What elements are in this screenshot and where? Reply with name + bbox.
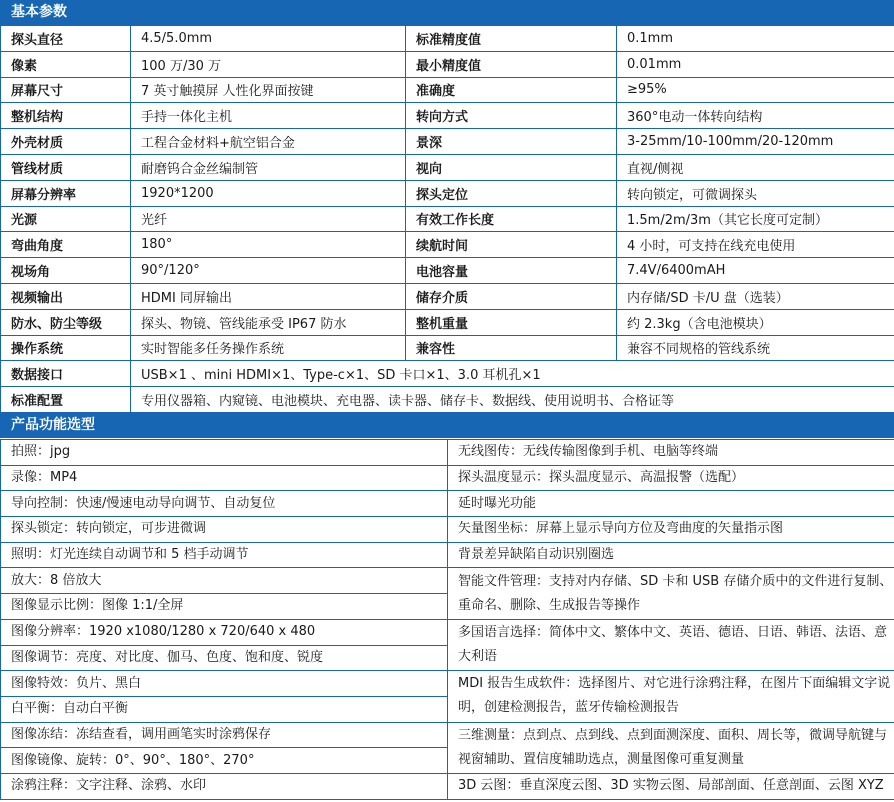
spec-key: 屏幕分辨率 [1, 180, 131, 206]
spec-key: 屏幕尺寸 [1, 77, 131, 103]
spec-key: 整机结构 [1, 103, 131, 129]
spec-key: 兼容性 [406, 335, 617, 361]
spec-row [1, 103, 894, 129]
spec-row [1, 26, 894, 52]
spec-value: 7 英寸触摸屏 人性化界面按键 [131, 77, 406, 103]
feature-left: 放大：8 倍放大 [1, 568, 448, 594]
spec-value: 90°/120° [131, 258, 406, 284]
spec-row [1, 335, 894, 361]
feature-left: 录像：MP4 [1, 465, 448, 491]
spec-key: 防水、防尘等级 [1, 309, 131, 335]
spec-value: 兼容不同规格的管线系统 [617, 335, 894, 361]
spec-value: 直视/侧视 [617, 154, 894, 180]
feature-row [1, 491, 894, 517]
feature-row [1, 542, 894, 568]
feature-left: 导向控制：快速/慢速电动导向调节、自动复位 [1, 491, 448, 517]
feature-row [1, 440, 894, 466]
feature-left: 图像镜像、旋转：0°、90°、180°、270° [1, 748, 448, 774]
spec-value: 0.01mm [617, 51, 894, 77]
spec-value: 4 小时，可支持在线充电使用 [617, 232, 894, 258]
spec-value: 0.1mm [617, 26, 894, 52]
spec-row [1, 309, 894, 335]
spec-key: 光源 [1, 206, 131, 232]
feature-table [0, 439, 894, 800]
spec-key: 准确度 [406, 77, 617, 103]
spec-value: 180° [131, 232, 406, 258]
feature-left: 图像调节：亮度、对比度、伽马、色度、饱和度、锐度 [1, 645, 448, 671]
spec-row [1, 258, 894, 284]
spec-row [1, 51, 894, 77]
spec-key: 视向 [406, 154, 617, 180]
spec-row [1, 206, 894, 232]
spec-value: 探头、物镜、管线能承受 IP67 防水 [131, 309, 406, 335]
spec-key: 景深 [406, 129, 617, 155]
spec-value: 耐磨钨合金丝编制管 [131, 154, 406, 180]
spec-value: 工程合金材料+航空铝合金 [131, 129, 406, 155]
feature-right: MDI 报告生成软件：选择图片、对它进行涂鸦注释，在图片下面编辑文字说明，创建检测报告，蓝牙传输检测报告 [448, 671, 894, 722]
spec-row [1, 129, 894, 155]
spec-value: 专用仪器箱、内窥镜、电池模块、充电器、读卡器、储存卡、数据线、使用说明书、合格证等 [131, 387, 894, 413]
feature-right: 无线图传：无线传输图像到手机、电脑等终端 [448, 440, 894, 466]
spec-key: 弯曲角度 [1, 232, 131, 258]
feature-row [1, 619, 894, 645]
spec-key: 续航时间 [406, 232, 617, 258]
spec-row [1, 77, 894, 103]
spec-row-wide [1, 387, 894, 413]
spec-value: ≥95% [617, 77, 894, 103]
feature-right: 三维测量：点到点、点到线、点到面测深度、面积、周长等，微调导航键与视窗辅助、置信度辅助选点，测量图像可重复测量 [448, 722, 894, 773]
spec-key: 标准精度值 [406, 26, 617, 52]
feature-row [1, 773, 894, 799]
feature-left: 图像分辨率：1920 x1080/1280 x 720/640 x 480 [1, 619, 448, 645]
spec-table [0, 25, 894, 413]
spec-row [1, 283, 894, 309]
spec-value: 光纤 [131, 206, 406, 232]
spec-key: 探头直径 [1, 26, 131, 52]
spec-value: 4.5/5.0mm [131, 26, 406, 52]
spec-row [1, 232, 894, 258]
spec-value: 360°电动一体转向结构 [617, 103, 894, 129]
section-header-basic-params: 基本参数 [0, 0, 894, 25]
spec-key: 最小精度值 [406, 51, 617, 77]
feature-left: 白平衡：自动白平衡 [1, 696, 448, 722]
spec-value: 转向锁定，可微调探头 [617, 180, 894, 206]
spec-key: 探头定位 [406, 180, 617, 206]
spec-value: USB×1 、mini HDMI×1、Type-c×1、SD 卡口×1、3.0 耳机孔×1 [131, 361, 894, 387]
feature-left: 拍照：jpg [1, 440, 448, 466]
spec-value: HDMI 同屏输出 [131, 283, 406, 309]
feature-left: 照明：灯光连续自动调节和 5 档手动调节 [1, 542, 448, 568]
spec-key: 外壳材质 [1, 129, 131, 155]
spec-key: 有效工作长度 [406, 206, 617, 232]
feature-left: 涂鸦注释：文字注释、涂鸦、水印 [1, 773, 448, 799]
feature-right: 矢量图坐标：屏幕上显示导向方位及弯曲度的矢量指示图 [448, 517, 894, 543]
spec-key: 视场角 [1, 258, 131, 284]
spec-key: 像素 [1, 51, 131, 77]
spec-value: 100 万/30 万 [131, 51, 406, 77]
spec-key: 数据接口 [1, 361, 131, 387]
spec-key: 转向方式 [406, 103, 617, 129]
spec-value: 手持一体化主机 [131, 103, 406, 129]
spec-row-wide [1, 361, 894, 387]
spec-key: 电池容量 [406, 258, 617, 284]
spec-key: 储存介质 [406, 283, 617, 309]
feature-row [1, 465, 894, 491]
spec-key: 整机重量 [406, 309, 617, 335]
feature-right: 3D 云图：垂直深度云图、3D 实物云图、局部剖面、任意剖面、云图 XYZ [448, 773, 894, 799]
spec-value: 约 2.3kg（含电池模块） [617, 309, 894, 335]
feature-left: 探头锁定：转向锁定，可步进微调 [1, 517, 448, 543]
feature-row [1, 568, 894, 594]
feature-right: 背景差异缺陷自动识别圈选 [448, 542, 894, 568]
spec-value: 实时智能多任务操作系统 [131, 335, 406, 361]
feature-row [1, 671, 894, 697]
feature-left: 图像冻结：冻结查看，调用画笔实时涂鸦保存 [1, 722, 448, 748]
feature-left: 图像特效：负片、黑白 [1, 671, 448, 697]
feature-right: 多国语言选择：简体中文、繁体中文、英语、德语、日语、韩语、法语、意大利语 [448, 619, 894, 670]
feature-right: 智能文件管理：支持对内存储、SD 卡和 USB 存储介质中的文件进行复制、重命名、删除、生成报告等操作 [448, 568, 894, 619]
feature-right: 探头温度显示：探头温度显示、高温报警（选配） [448, 465, 894, 491]
spec-value: 内存储/SD 卡/U 盘（选装） [617, 283, 894, 309]
spec-key: 管线材质 [1, 154, 131, 180]
spec-key: 操作系统 [1, 335, 131, 361]
feature-row [1, 517, 894, 543]
feature-left: 图像显示比例：图像 1:1/全屏 [1, 594, 448, 620]
spec-row [1, 180, 894, 206]
spec-value: 1920*1200 [131, 180, 406, 206]
spec-value: 7.4V/6400mAH [617, 258, 894, 284]
spec-key: 标准配置 [1, 387, 131, 413]
feature-right: 延时曝光功能 [448, 491, 894, 517]
feature-row [1, 722, 894, 748]
spec-key: 视频输出 [1, 283, 131, 309]
spec-value: 3-25mm/10-100mm/20-120mm [617, 129, 894, 155]
section-header-features: 产品功能选型 [0, 413, 894, 438]
spec-row [1, 154, 894, 180]
spec-value: 1.5m/2m/3m（其它长度可定制） [617, 206, 894, 232]
